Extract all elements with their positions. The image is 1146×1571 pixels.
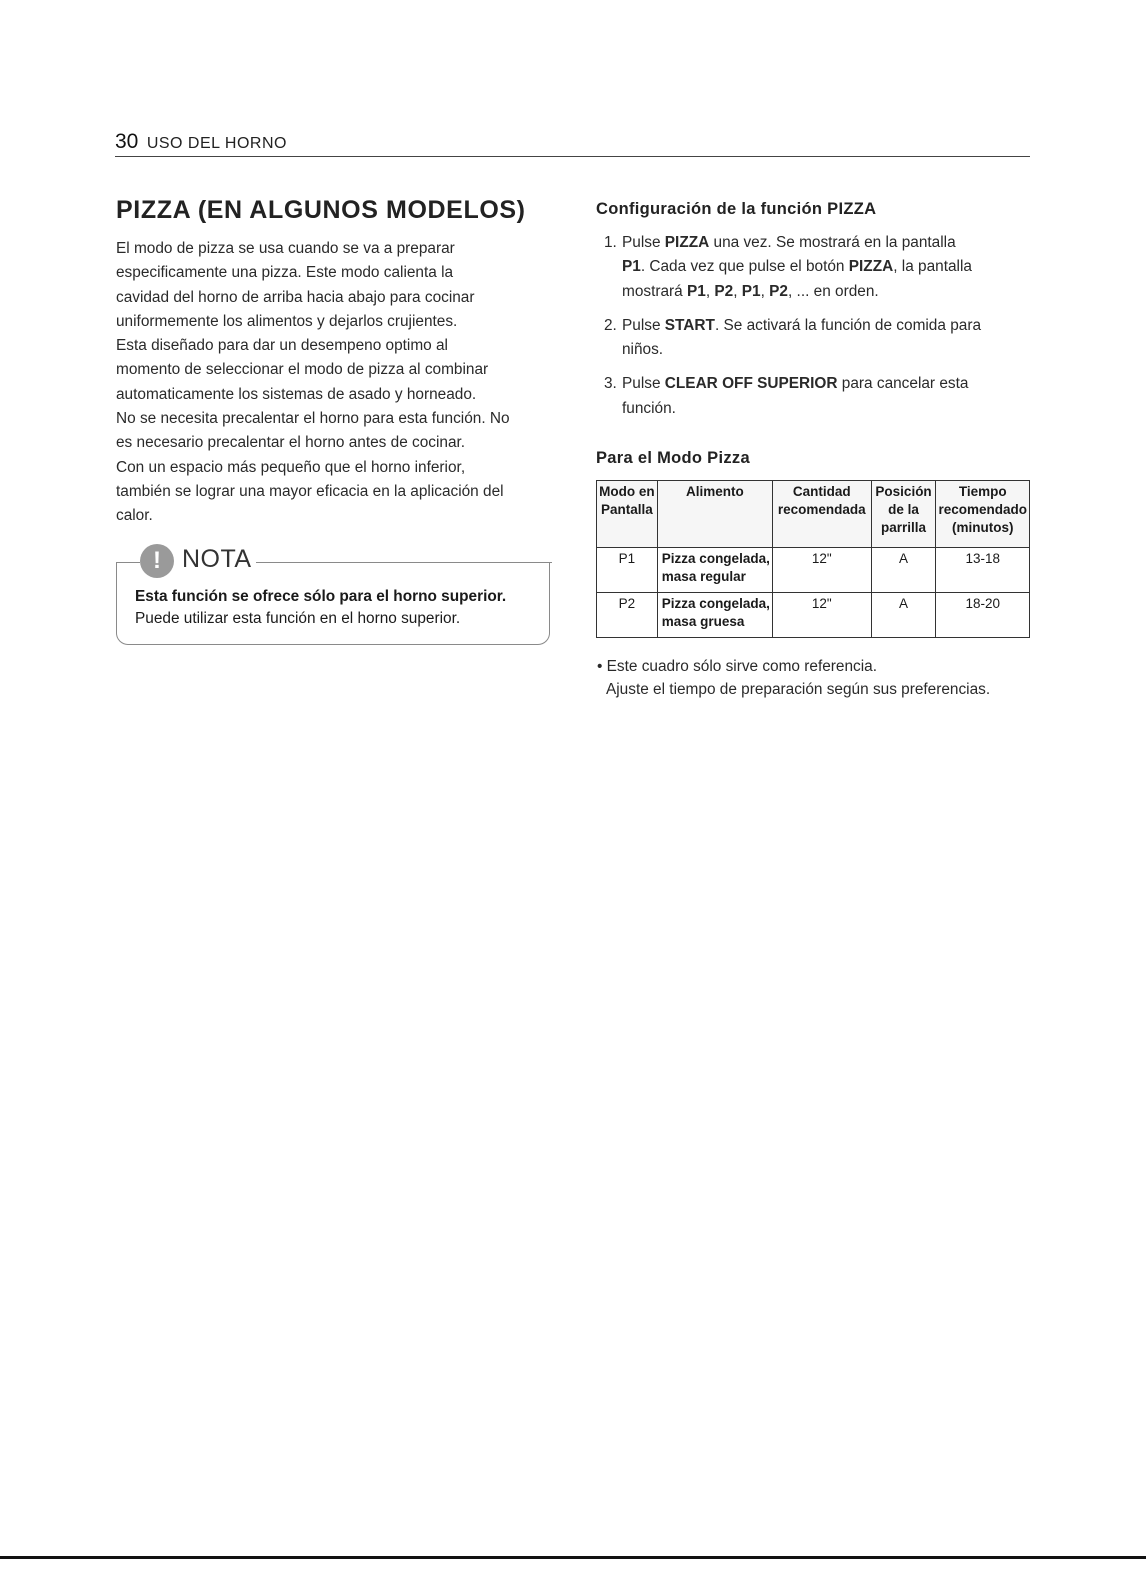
step-number: 3.	[604, 375, 617, 393]
table-cell: A	[871, 548, 936, 593]
note-text: Puede utilizar esta función en el horno superior.	[135, 610, 461, 627]
step-number: 2.	[604, 316, 617, 334]
table-header-cell: Tiempo recomendado (minutos)	[936, 481, 1030, 548]
step-bold-term: P1	[687, 282, 706, 300]
table-footnote	[597, 655, 1037, 701]
intro-line: No se necesita precalentar el horno para esta función. No	[116, 410, 510, 428]
table-header-cell: Posición de la parrilla	[871, 481, 936, 548]
intro-line: El modo de pizza se usa cuando se va a preparar	[116, 240, 455, 257]
footnote-line: • Este cuadro sólo sirve como referencia.	[597, 658, 877, 675]
pizza-mode-table	[596, 480, 1030, 638]
table-cell: Pizza congelada, masa regular	[657, 548, 772, 593]
step-bold-term: CLEAR OFF SUPERIOR	[664, 375, 838, 393]
step-text: Pulse PIZZA una vez. Se mostrará en la pantalla P1. Cada vez que pulse el botón PIZZA, la pantalla mostrará P1, P2, P1, P2, ... en orden.	[622, 234, 972, 300]
table-cell: 12"	[772, 548, 871, 593]
footnote-line: Ajuste el tiempo de preparación según sus preferencias.	[606, 681, 991, 698]
intro-line: momento de seleccionar el modo de pizza al combinar	[116, 361, 489, 379]
warning-icon: !	[140, 544, 174, 578]
note-divider	[116, 562, 140, 563]
step-bold-term: PIZZA	[664, 234, 710, 251]
intro-line: Esta diseñado para dar un desempeno optimo al	[116, 337, 448, 355]
steps-list	[596, 231, 1036, 421]
note-label: NOTA	[182, 545, 252, 573]
intro-line: especificamente una pizza. Este modo calienta la	[116, 264, 454, 282]
intro-paragraph	[116, 237, 548, 529]
step-bold-term: P1	[741, 282, 761, 300]
step-item	[596, 231, 1036, 304]
intro-line: calor.	[116, 507, 153, 525]
step-bold-term: PIZZA	[848, 258, 894, 276]
table-row	[597, 548, 1030, 593]
right-column	[596, 200, 1036, 468]
step-item	[596, 314, 1036, 363]
page-title: PIZZA (EN ALGUNOS MODELOS)	[116, 196, 526, 224]
note-body	[135, 586, 545, 630]
table-cell: 12"	[772, 593, 871, 638]
left-column	[116, 196, 548, 529]
intro-line: uniformemente los alimentos y dejarlos crujientes.	[116, 312, 458, 330]
table-row	[597, 593, 1030, 638]
table-heading: Para el Modo Pizza	[596, 449, 750, 468]
intro-line: también se lograr una mayor eficacia en la aplicación del	[116, 482, 504, 500]
page-number: 30	[115, 130, 139, 153]
table-header-cell: Cantidad recomendada	[772, 481, 871, 548]
intro-line: Con un espacio más pequeño que el horno inferior,	[116, 458, 466, 476]
intro-line: cavidad del horno de arriba hacia abajo para cocinar	[116, 288, 475, 306]
page-header	[115, 130, 1030, 157]
note-bold-text: Esta función se ofrece sólo para el horno superior.	[135, 588, 507, 605]
step-bold-term: P2	[714, 282, 734, 300]
step-item	[596, 372, 1036, 421]
step-number: 1.	[604, 234, 617, 251]
intro-line: es necesario precalentar el horno antes de cocinar.	[116, 434, 466, 452]
intro-line: automaticamente los sistemas de asado y horneado.	[116, 385, 477, 403]
step-text: Pulse CLEAR OFF SUPERIOR para cancelar esta función.	[622, 375, 969, 417]
table-cell: Pizza congelada, masa gruesa	[657, 593, 772, 638]
bottom-rule	[0, 1556, 1146, 1559]
step-bold-term: P2	[769, 282, 788, 300]
note-divider	[256, 562, 552, 563]
table-header-cell: Alimento	[657, 481, 772, 548]
table-header-row	[597, 481, 1030, 548]
step-bold-term: START	[664, 316, 715, 334]
step-text: Pulse START. Se activará la función de comida para niños.	[622, 316, 982, 359]
step-bold-term: P1	[622, 258, 641, 276]
table-cell: A	[871, 593, 936, 638]
note-box	[116, 534, 552, 648]
config-heading: Configuración de la función PIZZA	[596, 200, 877, 218]
table-cell: 13-18	[936, 548, 1030, 593]
table-header-cell: Modo en Pantalla	[597, 481, 658, 548]
table-cell: P1	[597, 548, 658, 593]
table-cell: P2	[597, 593, 658, 638]
section-name: USO DEL HORNO	[146, 135, 287, 152]
table-cell: 18-20	[936, 593, 1030, 638]
